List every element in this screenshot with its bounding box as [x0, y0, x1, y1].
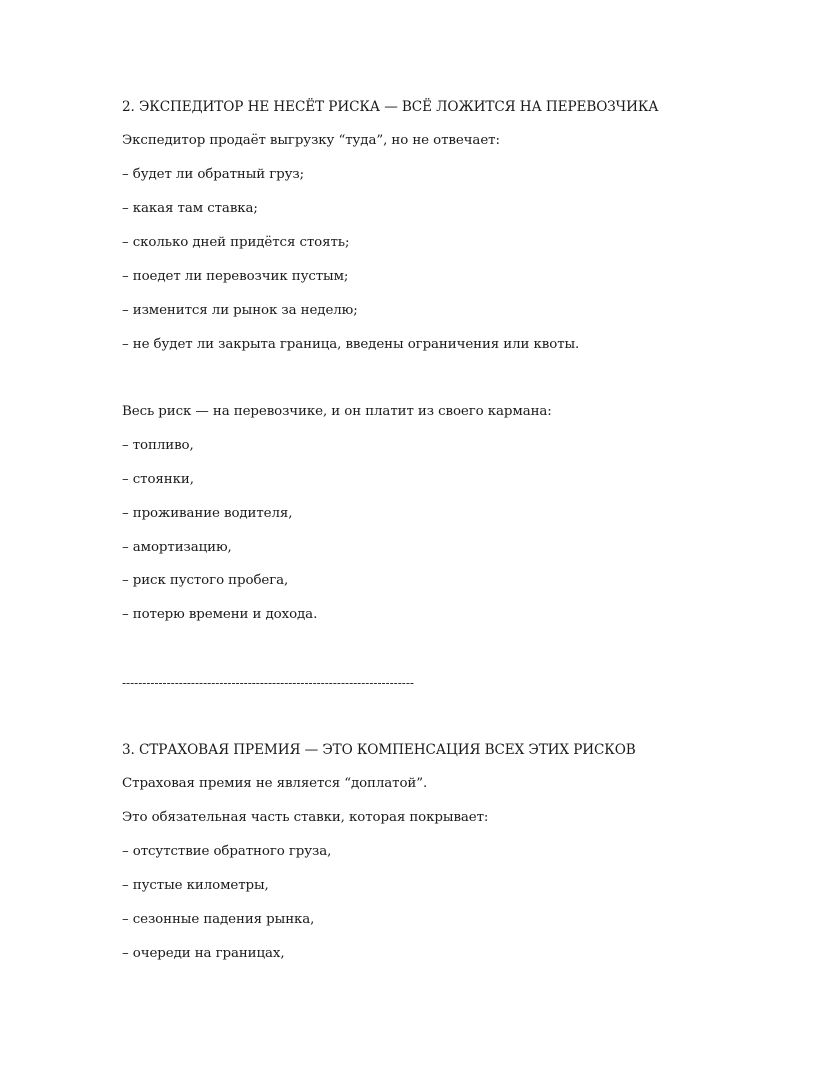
list-item: – отсутствие обратного груза, [122, 844, 332, 859]
risk-intro: Весь риск — на перевозчике, и он платит из своего кармана: [122, 404, 552, 419]
list-item: – очереди на границах, [122, 946, 285, 961]
section-2-intro: Экспедитор продаёт выгрузку “туда”, но не отвечает: [122, 133, 500, 148]
list-item: – риск пустого пробега, [122, 573, 289, 588]
list-item: – проживание водителя, [122, 506, 293, 521]
list-item: – стоянки, [122, 472, 194, 487]
list-item: – какая там ставка; [122, 201, 258, 216]
list-item: – топливо, [122, 438, 194, 453]
section-3-line-2: Это обязательная часть ставки, которая покрывает: [122, 810, 489, 825]
list-item: – потерю времени и дохода. [122, 607, 318, 622]
section-2-heading: 2. ЭКСПЕДИТОР НЕ НЕСЁТ РИСКА — ВСЁ ЛОЖИТСЯ НА ПЕРЕВОЗЧИКА [122, 99, 659, 115]
list-item: – не будет ли закрыта граница, введены ограничения или квоты. [122, 337, 580, 352]
list-item: – изменится ли рынок за неделю; [122, 303, 358, 318]
list-item: – амортизацию, [122, 540, 232, 555]
list-item: – пустые километры, [122, 878, 269, 893]
list-item: – будет ли обратный груз; [122, 167, 305, 182]
section-3-heading: 3. СТРАХОВАЯ ПРЕМИЯ — ЭТО КОМПЕНСАЦИЯ ВСЕХ ЭТИХ РИСКОВ [122, 742, 636, 758]
list-item: – сколько дней придётся стоять; [122, 235, 350, 250]
dashed-separator: ------------------------------------------------------------------------ [122, 676, 414, 690]
list-item: – поедет ли перевозчик пустым; [122, 269, 349, 284]
section-3-line-1: Страховая премия не является “доплатой”. [122, 776, 428, 791]
list-item: – сезонные падения рынка, [122, 912, 315, 927]
